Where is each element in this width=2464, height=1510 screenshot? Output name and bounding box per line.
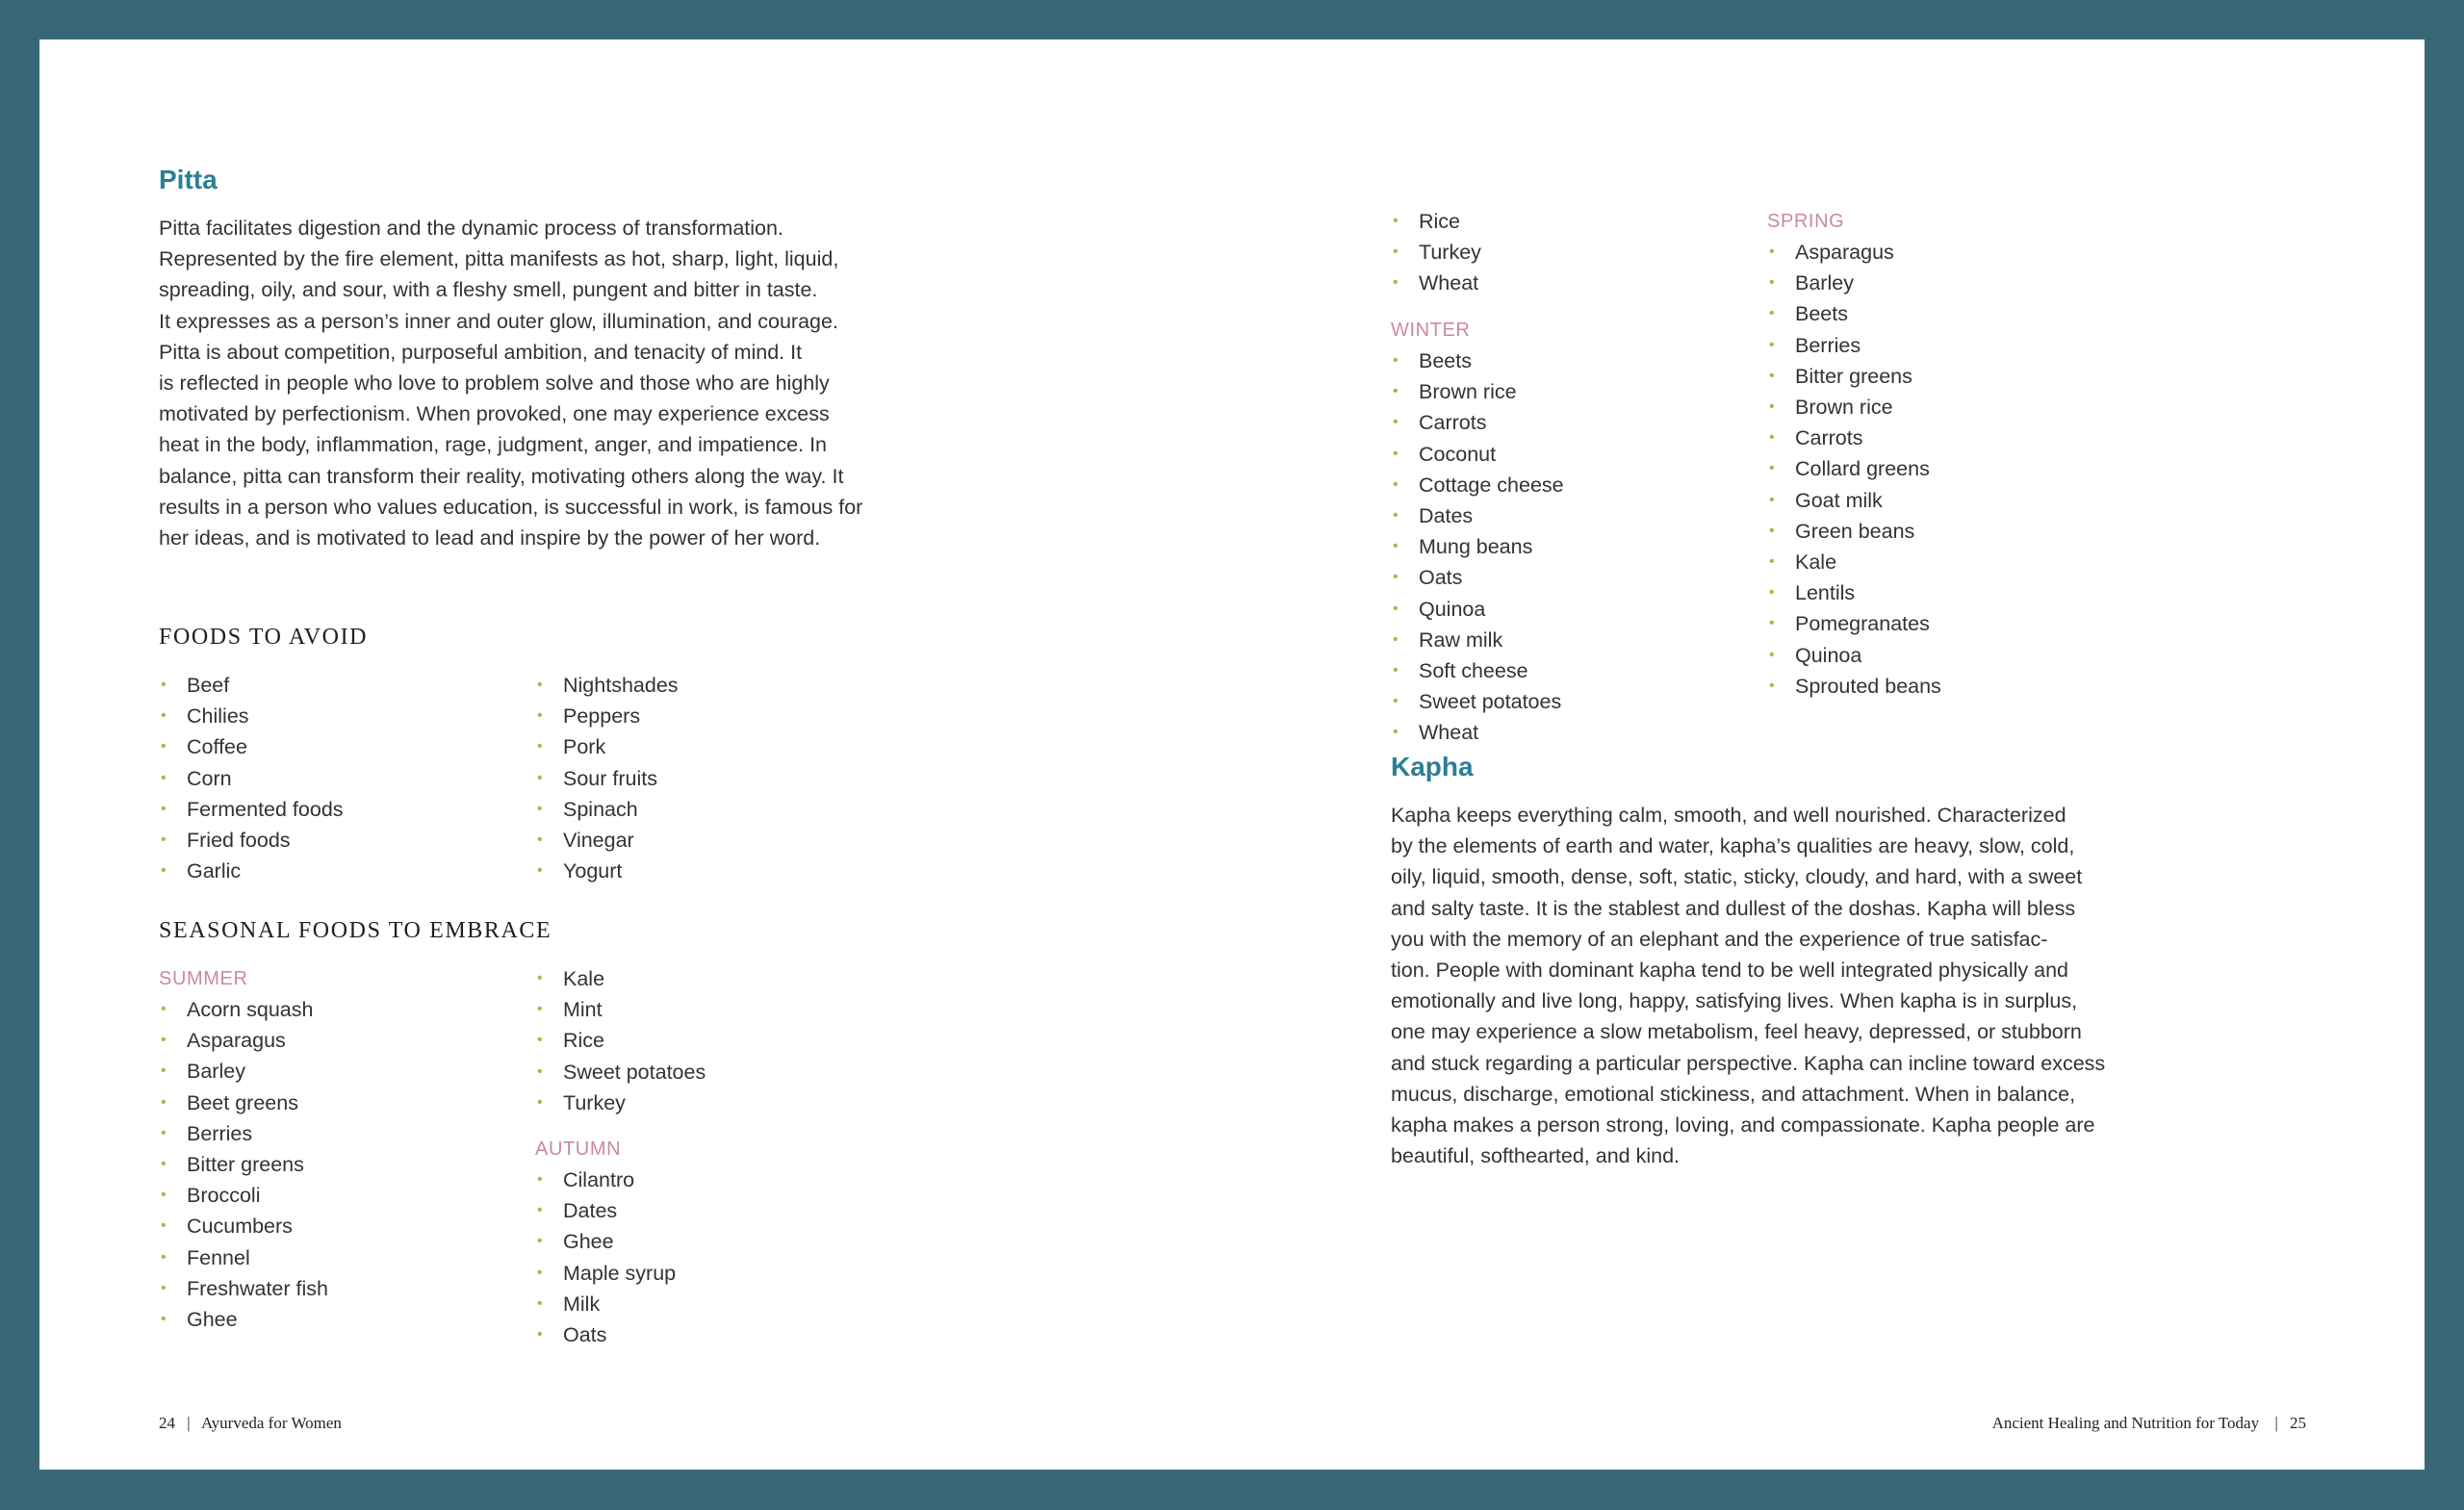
list-item (159, 1118, 328, 1149)
list-item (535, 1289, 676, 1319)
list-item-label: Beets (1419, 349, 1472, 372)
bullet-icon: • (1769, 460, 1775, 477)
paragraph-line: and stuck regarding a particular perspective. Kapha can incline toward excess (1391, 1051, 2106, 1075)
bullet-icon: • (1393, 538, 1399, 555)
list-item (1767, 361, 1941, 392)
bullet-icon: • (1769, 677, 1775, 694)
bullet-icon: • (161, 862, 167, 880)
list-item (159, 731, 344, 762)
list-item-label: Coconut (1419, 442, 1497, 466)
list-item-label: Quinoa (1419, 597, 1486, 621)
paragraph-line: Represented by the fire element, pitta manifests as hot, sharp, light, liquid, (159, 247, 839, 271)
list-item (535, 701, 679, 731)
right-page-number: 25 (2290, 1414, 2306, 1432)
paragraph-line: her ideas, and is motivated to lead and inspire by the power of her word. (159, 526, 821, 550)
list-item (1767, 268, 1941, 298)
spring-list (1767, 237, 1941, 702)
winter-list (1391, 346, 1564, 749)
list-item (535, 731, 679, 762)
list-item (1391, 346, 1564, 376)
list-item-label: Goat milk (1795, 488, 1883, 512)
list-item-label: Dates (563, 1199, 618, 1223)
bullet-icon: • (1393, 569, 1399, 586)
list-item-label: Kale (563, 967, 605, 990)
list-item (1767, 330, 1941, 361)
list-item-label: Beet greens (187, 1090, 298, 1114)
list-item (535, 1057, 706, 1088)
paragraph-line: beautiful, softhearted, and kind. (1391, 1144, 1681, 1168)
list-item (1391, 268, 1481, 298)
bullet-icon: • (161, 1062, 167, 1080)
list-item-label: Dates (1419, 504, 1474, 528)
bullet-icon: • (537, 1032, 543, 1049)
list-item (1767, 640, 1941, 671)
paragraph-line: you with the memory of an elephant and the experience of true satisfac- (1391, 927, 2048, 951)
list-item-label: Sprouted beans (1795, 674, 1941, 698)
bullet-icon: • (1393, 274, 1399, 292)
list-item (159, 825, 344, 856)
list-item (535, 825, 679, 856)
bullet-icon: • (161, 1032, 167, 1049)
paragraph-line: Kapha keeps everything calm, smooth, and well nourished. Characterized (1391, 804, 2066, 827)
list-item-label: Berries (1795, 333, 1861, 357)
bullet-icon: • (1393, 630, 1399, 648)
avoid-list-col1 (159, 670, 344, 886)
autumn-label: AUTUMN (535, 1139, 622, 1160)
bullet-icon: • (537, 970, 543, 986)
paragraph-line: Pitta is about competition, purposeful ambition, and tenacity of mind. It (159, 340, 803, 364)
list-item (535, 1088, 706, 1118)
paragraph-line: balance, pitta can transform their reality, motivating others along the way. It (159, 464, 844, 488)
list-item (1767, 608, 1941, 639)
paragraph-line: kapha makes a person strong, loving, and compassionate. Kapha people are (1391, 1113, 2095, 1138)
bullet-icon: • (1393, 507, 1399, 525)
list-item (535, 963, 706, 994)
list-item (535, 1319, 676, 1350)
list-item (535, 1195, 676, 1226)
list-item-label: Maple syrup (563, 1261, 677, 1285)
list-item (159, 994, 328, 1025)
seasonal-foods-heading: SEASONAL FOODS TO EMBRACE (159, 918, 552, 943)
list-item (159, 1149, 328, 1180)
bullet-icon: • (1769, 646, 1775, 663)
list-item (159, 1211, 328, 1241)
paragraph-line: emotionally and live long, happy, satisfying lives. When kapha is in surplus, (1391, 989, 2078, 1013)
list-item-label: Rice (1419, 210, 1461, 233)
left-footer-separator: | (187, 1414, 191, 1432)
bullet-icon: • (1393, 383, 1399, 400)
list-item-label: Fennel (187, 1245, 250, 1269)
bullet-icon: • (161, 1217, 167, 1235)
bullet-icon: • (1769, 522, 1775, 539)
list-item (159, 1242, 328, 1273)
list-item-label: Cucumbers (187, 1215, 293, 1239)
list-item-label: Cottage cheese (1419, 473, 1564, 497)
list-item-label: Pork (563, 735, 606, 759)
bullet-icon: • (1393, 475, 1399, 493)
list-item-label: Turkey (1419, 241, 1481, 265)
paragraph-line: heat in the body, inflammation, rage, judgment, anger, and impatience. In (159, 433, 828, 457)
bullet-icon: • (1769, 584, 1775, 601)
list-item (1767, 671, 1941, 702)
list-item-label: Milk (563, 1292, 601, 1316)
list-item-label: Beets (1795, 302, 1848, 326)
bullet-icon: • (537, 1294, 543, 1312)
paragraph-line: by the elements of earth and water, kapha’s qualities are heavy, slow, cold, (1391, 834, 2075, 858)
left-book-title: Ayurveda for Women (200, 1414, 342, 1432)
foods-to-avoid-heading: FOODS TO AVOID (159, 625, 369, 650)
bullet-icon: • (537, 832, 543, 849)
bullet-icon: • (1769, 367, 1775, 384)
bullet-icon: • (161, 1248, 167, 1266)
bullet-icon: • (537, 677, 543, 693)
list-item-label: Wheat (1419, 271, 1479, 295)
list-item (159, 1304, 328, 1335)
list-item (535, 670, 679, 701)
bullet-icon: • (537, 707, 543, 725)
bullet-icon: • (537, 862, 543, 880)
list-item-label: Pomegranates (1795, 612, 1930, 636)
bullet-icon: • (537, 1233, 543, 1250)
bullet-icon: • (537, 1264, 543, 1281)
bullet-icon: • (161, 1187, 167, 1204)
left-page-number: 24 (159, 1414, 175, 1432)
list-item (1767, 577, 1941, 608)
list-item-label: Sour fruits (563, 766, 657, 790)
list-item-label: Asparagus (1795, 241, 1894, 264)
autumn-list-cont (1391, 206, 1481, 299)
list-item-label: Asparagus (187, 1029, 286, 1053)
winter-label: WINTER (1391, 320, 1471, 341)
list-item (535, 794, 679, 825)
pitta-paragraph (159, 213, 910, 553)
list-item (535, 994, 706, 1025)
kapha-heading: Kapha (1391, 752, 1474, 781)
list-item (1391, 500, 1564, 531)
summer-list (159, 994, 328, 1335)
bullet-icon: • (1769, 429, 1775, 447)
bullet-icon: • (1393, 600, 1399, 617)
list-item (1391, 686, 1564, 717)
list-item (535, 1226, 676, 1257)
bullet-icon: • (161, 1124, 167, 1141)
list-item (1391, 470, 1564, 500)
list-item (159, 1180, 328, 1211)
paragraph-line: spreading, oily, and sour, with a fleshy smell, pungent and bitter in taste. (159, 278, 818, 302)
list-item (535, 763, 679, 794)
paragraph-line: and salty taste. It is the stablest and dullest of the doshas. Kapha will bless (1391, 896, 2076, 920)
list-item-label: Oats (1419, 566, 1463, 590)
list-item (159, 763, 344, 794)
bullet-icon: • (1393, 662, 1399, 679)
list-item (1391, 439, 1564, 470)
list-item-label: Sweet potatoes (1419, 690, 1562, 714)
list-item-label: Raw milk (1419, 627, 1503, 652)
bullet-icon: • (161, 1156, 167, 1173)
bullet-icon: • (161, 769, 167, 786)
list-item-label: Vinegar (563, 829, 634, 853)
bullet-icon: • (161, 800, 167, 817)
bullet-icon: • (1769, 274, 1775, 292)
bullet-icon: • (537, 1062, 543, 1080)
paragraph-line: It expresses as a person’s inner and outer glow, illumination, and courage. (159, 309, 838, 333)
spring-label: SPRING (1767, 211, 1845, 232)
right-book-subtitle: Ancient Healing and Nutrition for Today (1991, 1414, 2260, 1432)
list-item-label: Spinach (563, 797, 638, 821)
list-item-label: Cilantro (563, 1168, 635, 1191)
paragraph-line: results in a person who values education, is successful in work, is famous for (159, 495, 863, 519)
bullet-icon: • (537, 1326, 543, 1344)
list-item (1767, 422, 1941, 453)
avoid-list-col2 (535, 670, 679, 886)
list-item (159, 1056, 328, 1087)
list-item-label: Sweet potatoes (563, 1060, 706, 1084)
list-item-label: Turkey (563, 1090, 626, 1114)
list-item (159, 794, 344, 825)
bullet-icon: • (1393, 445, 1399, 462)
paragraph-line: Pitta facilitates digestion and the dynamic process of transformation. (159, 217, 783, 240)
list-item (1767, 485, 1941, 516)
paragraph-line: oily, liquid, smooth, dense, soft, static, sticky, cloudy, and hard, with a sweet (1391, 865, 2083, 889)
list-item (1391, 562, 1564, 593)
bullet-icon: • (1393, 693, 1399, 710)
list-item-label: Barley (187, 1060, 245, 1084)
bullet-icon: • (161, 738, 167, 755)
list-item-label: Freshwater fish (187, 1276, 328, 1300)
list-item (1391, 717, 1564, 748)
list-item-label: Wheat (1419, 721, 1479, 745)
list-item-label: Peppers (563, 704, 641, 729)
list-item (1767, 453, 1941, 484)
list-item-label: Fried foods (187, 829, 291, 853)
list-item-label: Acorn squash (187, 998, 314, 1021)
list-item (1391, 655, 1564, 686)
list-item-label: Corn (187, 766, 232, 790)
list-item-label: Bitter greens (1795, 364, 1912, 388)
list-item (1391, 594, 1564, 625)
bullet-icon: • (161, 1001, 167, 1017)
bullet-icon: • (161, 707, 167, 725)
list-item-label: Mint (563, 998, 603, 1022)
list-item-label: Garlic (187, 859, 242, 883)
list-item-label: Berries (187, 1121, 253, 1145)
bullet-icon: • (1769, 243, 1775, 260)
list-item (1391, 407, 1564, 438)
bullet-icon: • (161, 677, 167, 693)
list-item-label: Mung beans (1419, 535, 1533, 559)
bullet-icon: • (537, 1001, 543, 1018)
bullet-icon: • (537, 738, 543, 755)
list-item-label: Brown rice (1795, 396, 1893, 420)
list-item (535, 1164, 676, 1195)
list-item-label: Quinoa (1795, 643, 1862, 667)
bullet-icon: • (1393, 352, 1399, 369)
list-item-label: Yogurt (563, 859, 623, 883)
list-item-label: Kale (1795, 550, 1837, 575)
list-item-label: Lentils (1795, 581, 1856, 605)
right-footer (1992, 1414, 2306, 1433)
list-item-label: Green beans (1795, 519, 1915, 543)
list-item (535, 1025, 706, 1056)
list-item-label: Carrots (1419, 411, 1487, 435)
autumn-list (535, 1164, 676, 1350)
list-item-label: Brown rice (1419, 380, 1517, 404)
list-item (1391, 625, 1564, 655)
list-item-label: Ghee (563, 1230, 614, 1254)
bullet-icon: • (1769, 615, 1775, 632)
list-item (159, 701, 344, 731)
bullet-icon: • (537, 1171, 543, 1188)
paragraph-line: mucus, discharge, emotional stickiness, and attachment. When in balance, (1391, 1082, 2076, 1106)
right-footer-separator: | (2274, 1414, 2278, 1432)
list-item (1391, 206, 1481, 237)
list-item (1767, 547, 1941, 577)
bullet-icon: • (537, 800, 543, 817)
list-item-label: Broccoli (187, 1184, 261, 1208)
bullet-icon: • (1393, 213, 1399, 229)
bullet-icon: • (161, 832, 167, 849)
list-item-label: Beef (187, 674, 230, 697)
pitta-heading: Pitta (159, 165, 218, 194)
list-item-label: Carrots (1795, 426, 1863, 450)
list-item-label: Ghee (187, 1308, 238, 1332)
paragraph-line: tion. People with dominant kapha tend to be well integrated physically and (1391, 959, 2068, 983)
list-item-label: Soft cheese (1419, 659, 1528, 683)
paragraph-line: one may experience a slow metabolism, feel heavy, depressed, or stubborn (1391, 1020, 2082, 1044)
book-spread (39, 39, 2425, 1470)
list-item (159, 1088, 328, 1118)
bullet-icon: • (537, 1093, 543, 1111)
list-item-label: Rice (563, 1029, 605, 1053)
paragraph-line: motivated by perfectionism. When provoked, one may experience excess (159, 402, 830, 426)
list-item (1391, 376, 1564, 407)
list-item (1767, 392, 1941, 422)
list-item-label: Chilies (187, 704, 249, 729)
list-item-label: Oats (563, 1323, 607, 1347)
summer-label: SUMMER (159, 968, 248, 989)
kapha-paragraph (1391, 800, 2151, 1171)
bullet-icon: • (161, 1311, 167, 1328)
list-item (535, 856, 679, 886)
list-item (159, 1273, 328, 1304)
list-item (159, 856, 344, 886)
list-item (1391, 531, 1564, 562)
bullet-icon: • (1769, 553, 1775, 571)
list-item-label: Collard greens (1795, 457, 1930, 481)
list-item (535, 1258, 676, 1289)
list-item (1767, 516, 1941, 547)
bullet-icon: • (161, 1093, 167, 1111)
bullet-icon: • (1769, 336, 1775, 353)
summer-list-cont (535, 963, 706, 1118)
list-item (1767, 237, 1941, 268)
list-item (159, 670, 344, 701)
bullet-icon: • (1769, 491, 1775, 508)
bullet-icon: • (1769, 398, 1775, 416)
list-item (1391, 237, 1481, 268)
bullet-icon: • (537, 1202, 543, 1219)
bullet-icon: • (537, 769, 543, 786)
list-item-label: Coffee (187, 735, 247, 759)
list-item-label: Bitter greens (187, 1153, 304, 1177)
bullet-icon: • (1393, 414, 1399, 431)
list-item (1767, 298, 1941, 329)
list-item-label: Nightshades (563, 674, 679, 697)
paragraph-line: is reflected in people who love to problem solve and those who are highly (159, 371, 830, 396)
list-item (159, 1025, 328, 1056)
list-item-label: Barley (1795, 271, 1854, 295)
bullet-icon: • (1393, 724, 1399, 741)
bullet-icon: • (1393, 243, 1399, 261)
list-item-label: Fermented foods (187, 797, 344, 821)
bullet-icon: • (1769, 305, 1775, 322)
bullet-icon: • (161, 1279, 167, 1296)
left-footer (159, 1414, 342, 1433)
